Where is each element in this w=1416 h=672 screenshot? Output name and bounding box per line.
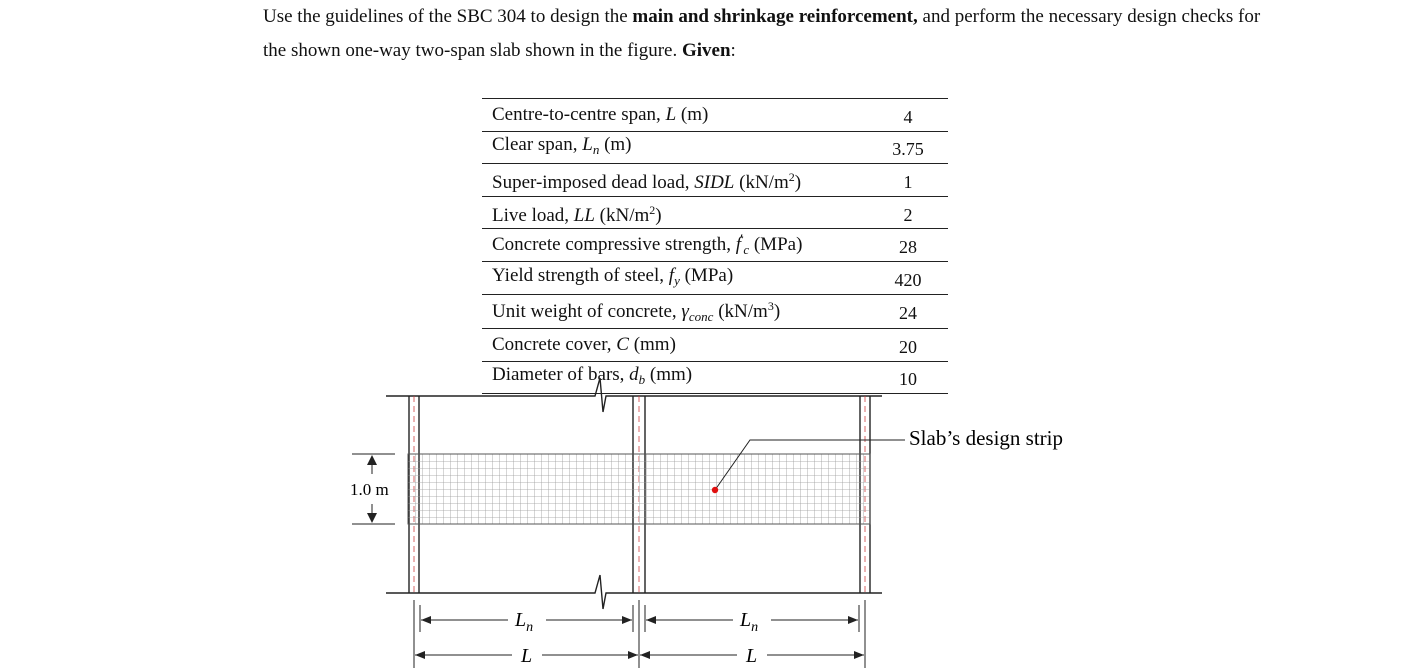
parameter-symbol: L [665, 103, 677, 125]
strip-marker-dot [712, 487, 718, 493]
table-row [482, 294, 948, 328]
parameter-text: Concrete cover, [492, 333, 617, 355]
dim-ln-left-symbol: L [515, 609, 527, 631]
parameter-unit: (mm) [645, 363, 693, 385]
parameter-text: Super-imposed dead load, [492, 171, 695, 193]
dim-ln-left [514, 609, 533, 635]
parameter-text: Yield strength of steel, [492, 264, 669, 286]
parameter-symbol: f [668, 264, 675, 286]
intro-text-1: Use the guidelines of the SBC 304 to design the [263, 6, 633, 27]
parameter-text: Live load, [492, 204, 574, 226]
intro-text-2: and perform the necessary design checks for the shown one-way two-span slab shown in the figure. [263, 6, 1261, 61]
parameter-symbol: SIDL [694, 171, 735, 193]
intro-bold-2: Given [681, 40, 731, 61]
parameter-subscript: n [592, 141, 600, 157]
dim-l-left: L [521, 645, 533, 667]
parameter-symbol: d [629, 363, 639, 385]
dim-ln-right [739, 609, 758, 635]
table-row [482, 229, 948, 262]
parameter-unit: (mm) [628, 333, 676, 355]
parameter-label [482, 229, 868, 262]
parameter-symbol: f [735, 234, 742, 256]
parameter-unit-close: ) [773, 300, 781, 322]
parameter-subscript: b [638, 371, 646, 387]
parameter-value: 20 [868, 328, 948, 361]
parameter-unit: (kN/m [594, 204, 650, 226]
parameter-value: 2 [868, 196, 948, 229]
parameter-label [482, 196, 868, 229]
parameter-subscript: conc [688, 308, 714, 324]
parameter-symbol: LL [573, 204, 595, 226]
dim-ln-left-subscript: n [526, 620, 534, 635]
parameter-text: Unit weight of concrete, [492, 300, 682, 322]
parameter-unit: (MPa) [749, 234, 803, 256]
parameter-text: Centre-to-centre span, [492, 103, 666, 125]
dim-ln-right-symbol: L [740, 609, 752, 631]
dim-ln-right-subscript: n [751, 620, 759, 635]
parameter-value: 4 [868, 99, 948, 132]
table-row [482, 262, 948, 295]
parameter-value: 1 [868, 164, 948, 197]
intro-bold-1: main and shrinkage reinforcement, [632, 6, 918, 27]
parameter-unit: (m) [599, 133, 632, 155]
design-strip [408, 454, 870, 524]
parameter-label [482, 99, 868, 132]
parameter-symbol: L [582, 133, 593, 155]
parameter-label [482, 262, 868, 295]
given-data-table [482, 98, 948, 394]
parameter-value: 3.75 [868, 131, 948, 164]
parameter-label [482, 328, 868, 361]
span-dimensions [414, 600, 865, 668]
table-row [482, 99, 948, 132]
intro-text-3: : [730, 40, 736, 61]
parameter-text: Clear span, [492, 133, 583, 155]
parameter-text: Concrete compressive strength, [492, 234, 736, 256]
parameter-value: 28 [868, 229, 948, 262]
parameter-unit: (kN/m [734, 171, 789, 193]
parameter-superscript: 3 [767, 298, 774, 313]
strip-width-label: 1.0 m [350, 480, 389, 499]
parameter-subscript: y [674, 272, 680, 288]
table-row [482, 131, 948, 164]
parameter-label [482, 294, 868, 328]
parameter-symbol: C [616, 333, 629, 355]
parameter-unit: (MPa) [679, 264, 734, 286]
table-row [482, 196, 948, 229]
parameter-value: 10 [868, 361, 948, 394]
dim-l-right: L [746, 645, 758, 667]
parameter-text: Diameter of bars, [492, 363, 630, 385]
parameter-subscript: c [743, 242, 750, 258]
parameter-label [482, 131, 868, 164]
table-row [482, 328, 948, 361]
problem-statement [263, 0, 1263, 68]
parameter-unit: (kN/m [713, 300, 768, 322]
parameter-unit-close: ) [794, 171, 802, 193]
parameter-superscript: 2 [788, 169, 795, 184]
parameter-superscript: 2 [649, 202, 656, 217]
parameter-prime: ′ [740, 232, 744, 249]
parameter-unit: (m) [676, 103, 709, 125]
parameter-label [482, 164, 868, 197]
parameter-unit-close: ) [655, 204, 662, 226]
parameter-symbol: γ [681, 300, 689, 322]
parameter-value: 24 [868, 294, 948, 328]
strip-label: Slab’s design strip [909, 426, 1064, 450]
parameter-value: 420 [868, 262, 948, 295]
slab-figure [0, 370, 1416, 672]
table-row [482, 164, 948, 197]
